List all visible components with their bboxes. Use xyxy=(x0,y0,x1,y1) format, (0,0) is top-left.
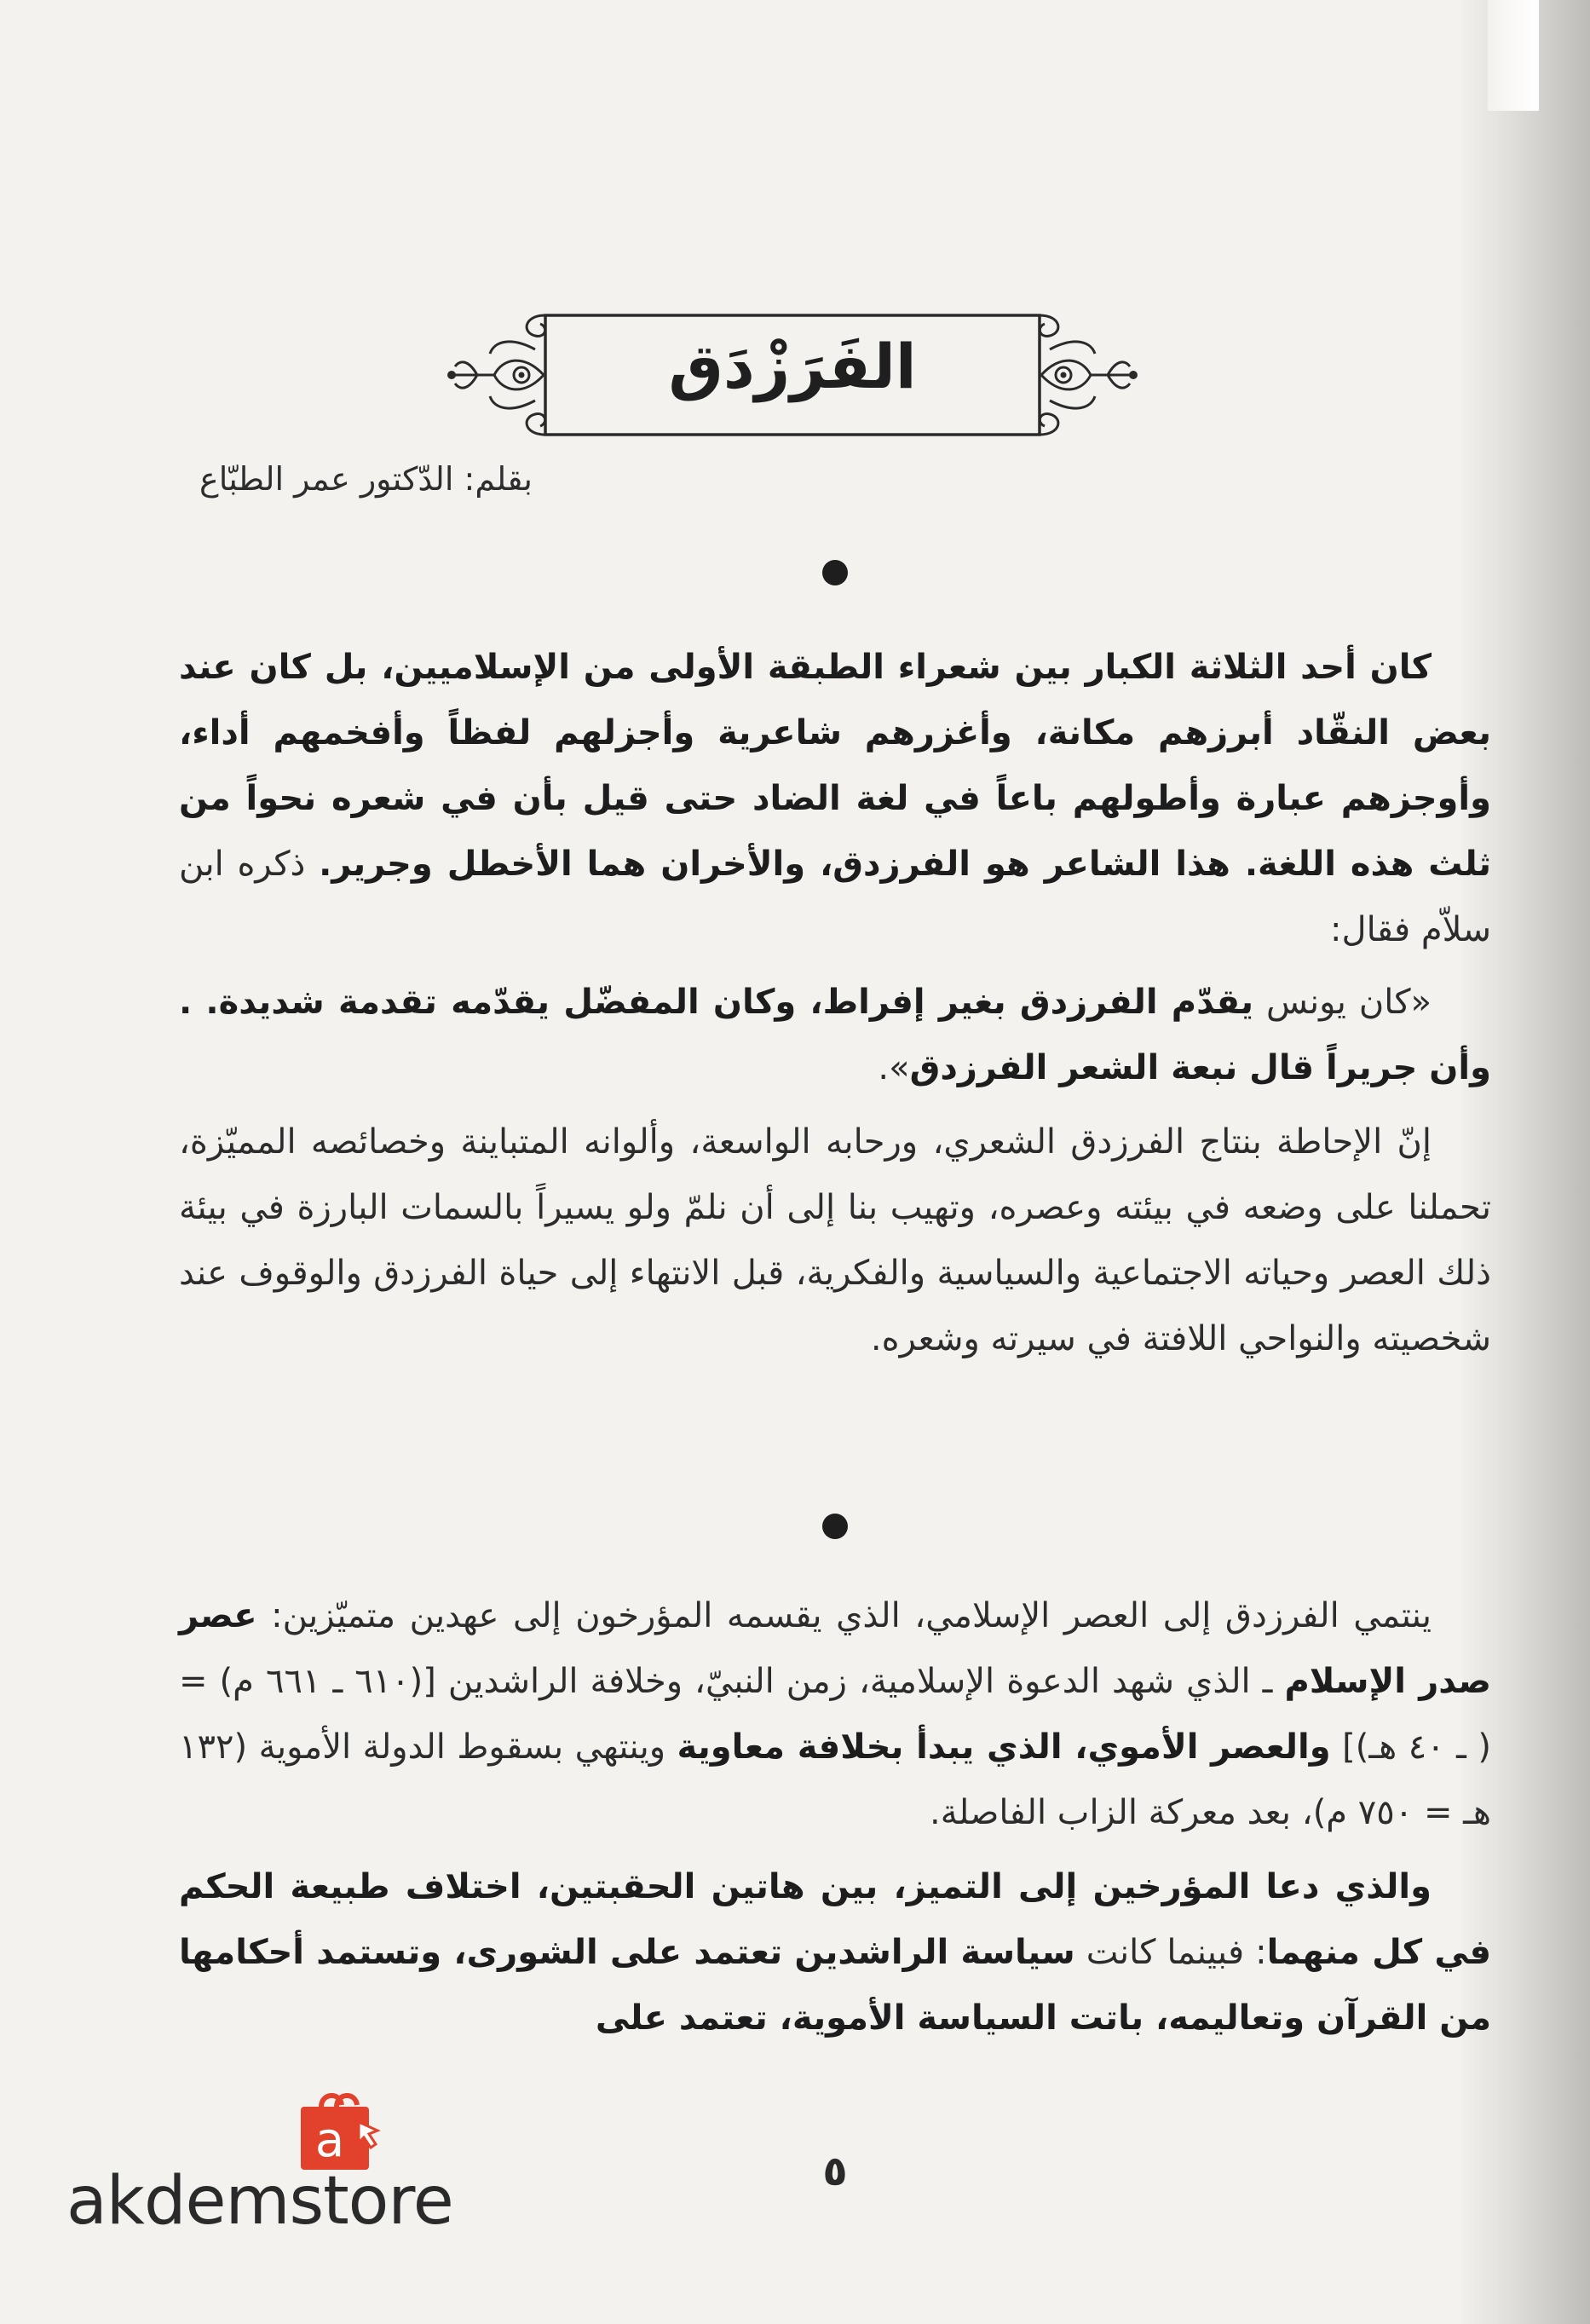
paragraph xyxy=(179,1583,1491,1846)
brand-name: akdemstore xyxy=(66,2163,453,2240)
paragraph xyxy=(179,635,1491,963)
author-byline: بقلم: الدّكتور عمر الطبّاع xyxy=(199,460,533,498)
text-run: ذكره ابن سلاّم فقال: xyxy=(179,845,1491,949)
section-2-body xyxy=(179,1583,1491,2051)
bold-text-run: والعصر الأموي، الذي يبدأ بخلافة معاوية xyxy=(677,1727,1331,1767)
paragraph xyxy=(179,1110,1491,1372)
text-run: ـ الذي شهد الدعوة الإسلامية، زمن النبيّ، وخلافة الراشدين [(٦١٠ ـ ٦٦١ م) = ( ـ ٤٠ هـ)] xyxy=(179,1662,1492,1767)
text-run: إنّ الإحاطة بنتاج الفرزدق الشعري، ورحابه الواسعة، وألوانه المتباينة وخصائصه المميّزة، تحملنا على وضعه في بيئته وعصره، وتهيب بنا إلى أن نلمّ ولو يسيراً بالسمات البارزة في بيئة ذلك العصر وحياته الاجتماعية والسياسية والفكرية، قبل الانتهاء إلى حياة الفرزدق والوقوف عند شخصيته والنواحي اللافتة في سيرته وشعره. xyxy=(179,1122,1491,1358)
text-run: : فبينما كانت xyxy=(1074,1933,1267,1972)
section-divider-bullet xyxy=(822,560,848,585)
bold-text-run: كان أحد الثلاثة الكبار بين شعراء الطبقة الأولى من الإسلاميين، بل كان عند بعض النقّاد أبرزهم مكانة، وأغزرهم شاعرية وأجزلهم لفظاً وأفخمهم أداء، وأوجزهم عبارة وأطولهم باعاً في لغة الضاد حتى قيل بأن في شعره نحواً من ثلث هذه اللغة. هذا الشاعر هو الفرزدق، والأخران هما الأخطل وجرير. xyxy=(179,648,1491,884)
bold-text-run: والذي دعا المؤرخين إلى التميز، بين هاتين الحقبتين، اختلاف طبيعة الحكم في كل منهما xyxy=(179,1867,1492,1972)
page-edge-highlight xyxy=(1488,0,1539,111)
article-title: الفَرَزْدَق xyxy=(668,331,917,402)
paragraph xyxy=(179,970,1491,1101)
bold-text-run: عصر صدر الإسلام xyxy=(179,1596,1491,1701)
text-run: «كان يونس xyxy=(1253,983,1432,1022)
text-run: ينتمي الفرزدق إلى العصر الإسلامي، الذي يقسمه المؤرخون إلى عهدين متميّزين: xyxy=(256,1596,1432,1635)
text-run: وينتهي بسقوط الدولة الأموية (١٣٢ هـ = ٧٥٠ م)، بعد معركة الزاب الفاصلة. xyxy=(179,1727,1491,1832)
bold-text-run: سياسة الراشدين تعتمد على الشورى، وتستمد أحكامها من القرآن وتعاليمه، باتت السياسة الأموية، تعتمد على xyxy=(179,1933,1491,2038)
text-run: ». xyxy=(878,1048,910,1087)
page-number: ٥ xyxy=(822,2148,848,2195)
watermark-logo xyxy=(66,2088,527,2240)
title-frame xyxy=(443,307,1142,443)
logo-icon-letter: a xyxy=(314,2113,345,2168)
paragraph xyxy=(179,1854,1491,2051)
section-1-body xyxy=(179,635,1491,1372)
bold-text-run: يقدّم الفرزدق بغير إفراط، وكان المفضّل يقدّمه تقدمة شديدة. . وأن جريراً قال نبعة الشعر الفرزدق xyxy=(179,983,1491,1087)
section-divider-bullet xyxy=(822,1514,848,1539)
